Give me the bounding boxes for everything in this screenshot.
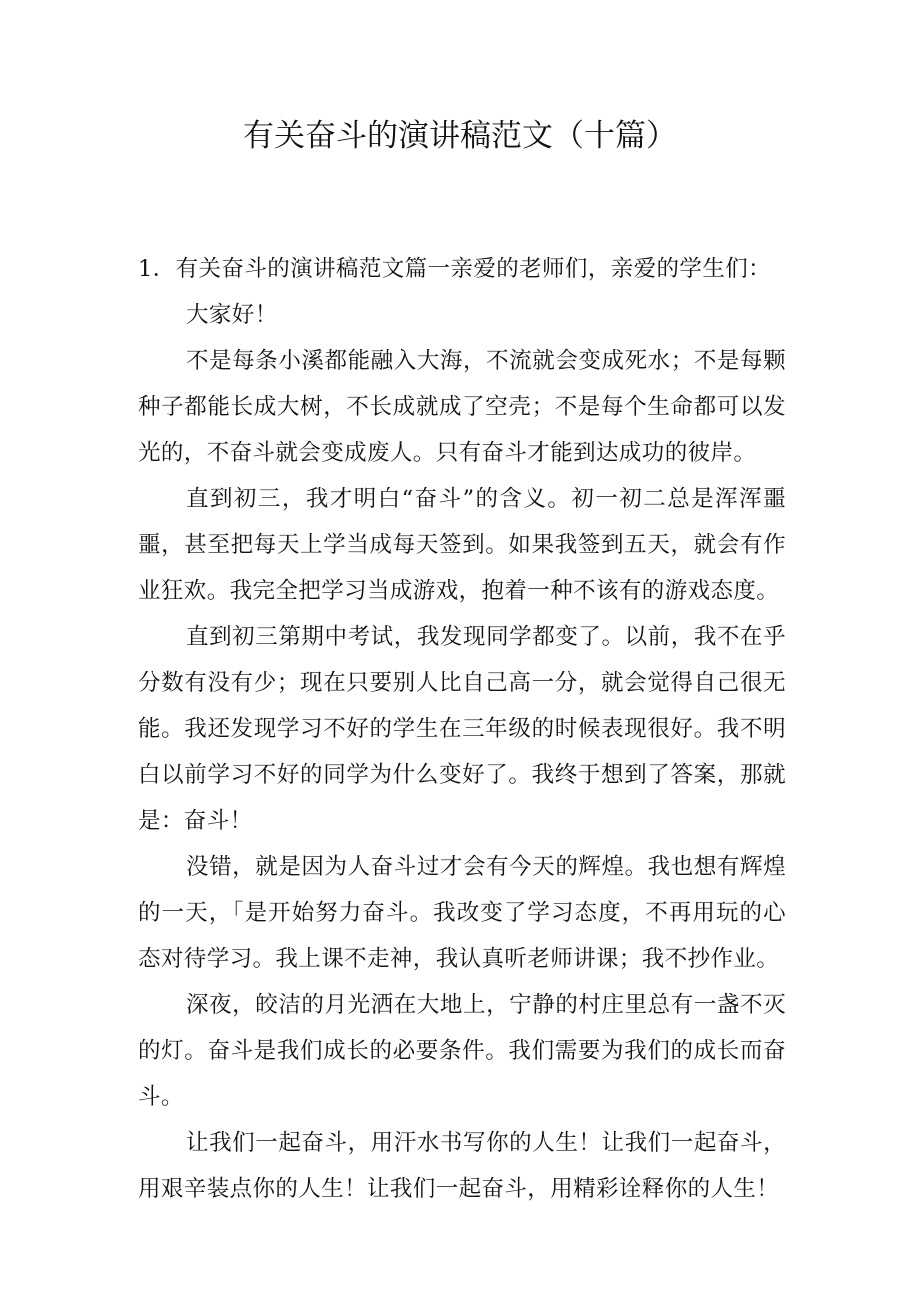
paragraph-2: 直到初三，我才明白“奋斗”的含义。初一初二总是浑浑噩噩，甚至把每天上学当成每天签到。如果我签到五天，就会有作业狂欢。我完全把学习当成游戏，抱着一种不该有的游戏态度。: [138, 486, 786, 604]
document-body: [138, 246, 786, 1212]
paragraph-6: 让我们一起奋斗，用汗水书写你的人生！让我们一起奋斗，用艰辛装点你的人生！让我们一起奋斗，用精彩诠释你的人生！: [138, 1130, 786, 1202]
paragraph-5: 深夜，皎洁的月光洒在大地上，宁静的村庄里总有一盏不灭的灯。奋斗是我们成长的必要条件。我们需要为我们的成长而奋斗。: [138, 992, 786, 1110]
paragraph-4: 没错，就是因为人奋斗过才会有今天的辉煌。我也想有辉煌的一天，「是开始努力奋斗。我改变了学习态度，不再用玩的心态对待学习。我上课不走神，我认真听老师讲课；我不抄作业。: [138, 854, 786, 972]
document-title: 有关奋斗的演讲稿范文（十篇）: [243, 118, 677, 154]
paragraph-1: 不是每条小溪都能融入大海，不流就会变成死水；不是每颗种子都能长成大树，不长成就成了空壳；不是每个生命都可以发光的，不奋斗就会变成废人。只有奋斗才能到达成功的彼岸。: [138, 348, 786, 466]
paragraph-greeting: 大家好！: [186, 302, 278, 328]
paragraph-3: 直到初三第期中考试，我发现同学都变了。以前，我不在乎分数有没有少；现在只要别人比自己高一分，就会觉得自己很无能。我还发现学习不好的学生在三年级的时候表现很好。我不明白以前学习不好的同学为什么变好了。我终于想到了答案，那就是：奋斗！: [138, 624, 786, 834]
section-heading-line: 1．有关奋斗的演讲稿范文篇一亲爱的老师们，亲爱的学生们：: [138, 256, 772, 282]
